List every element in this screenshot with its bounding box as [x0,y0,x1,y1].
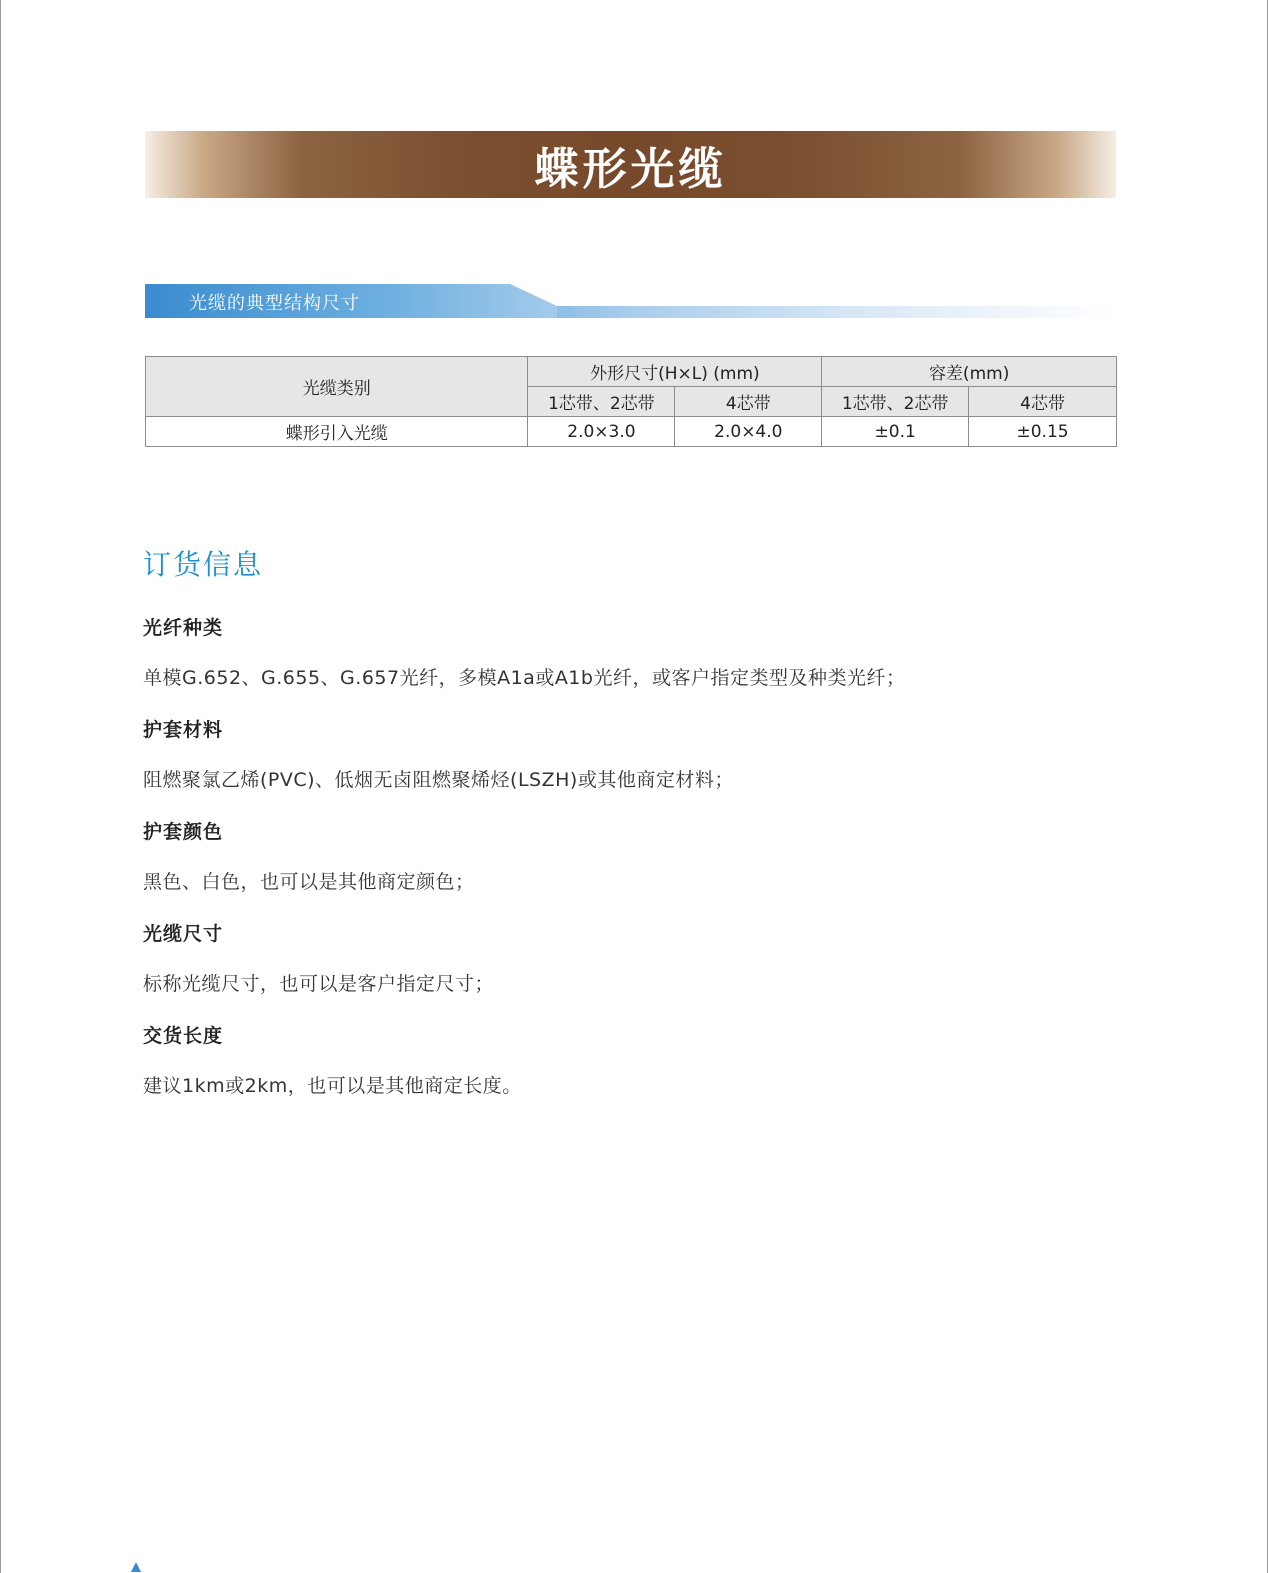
item-text-jacket-color: 黑色、白色，也可以是其他商定颜色； [143,871,475,893]
subheader-cell: 4芯带 [969,387,1117,417]
page-border-left [0,0,1,1573]
item-heading-jacket-color: 护套颜色 [143,821,224,843]
table-cell: ±0.1 [822,417,969,447]
item-text-fiber-type: 单模G.652、G.655、G.657光纤，多模A1a或A1b光纤，或客户指定类型及种类光纤； [143,667,906,689]
title-banner [145,131,1116,198]
item-heading-fiber-type: 光纤种类 [143,617,224,639]
item-heading-delivery-length: 交货长度 [143,1025,224,1047]
item-heading-jacket-material: 护套材料 [143,719,224,741]
subheader-cell: 4芯带 [675,387,822,417]
header-category: 光缆类别 [146,357,528,417]
item-text-delivery-length: 建议1km或2km，也可以是其他商定长度。 [143,1075,522,1097]
table-cell: 2.0×4.0 [675,417,822,447]
row-category: 蝶形引入光缆 [146,417,528,447]
ordering-title: 订货信息 [143,548,264,581]
section-bar [145,284,1116,318]
item-text-jacket-material: 阻燃聚氯乙烯(PVC)、低烟无卤阻燃聚烯烃(LSZH)或其他商定材料； [143,769,734,791]
page-title: 蝶形光缆 [534,143,727,195]
subheader-cell: 1芯带、2芯带 [528,387,675,417]
item-heading-cable-size: 光缆尺寸 [143,923,224,945]
page-border-right [1267,0,1268,1573]
subheader-cell: 1芯带、2芯带 [822,387,969,417]
item-text-cable-size: 标称光缆尺寸，也可以是客户指定尺寸； [143,973,495,995]
spec-table [145,356,1117,447]
header-tolerance: 容差(mm) [822,357,1117,387]
section-label: 光缆的典型结构尺寸 [189,293,360,314]
header-dimension: 外形尺寸(H×L) (mm) [528,357,822,387]
table-cell: 2.0×3.0 [528,417,675,447]
table-row [146,417,1117,447]
corner-mark-icon [131,1562,141,1572]
table-cell: ±0.15 [969,417,1117,447]
